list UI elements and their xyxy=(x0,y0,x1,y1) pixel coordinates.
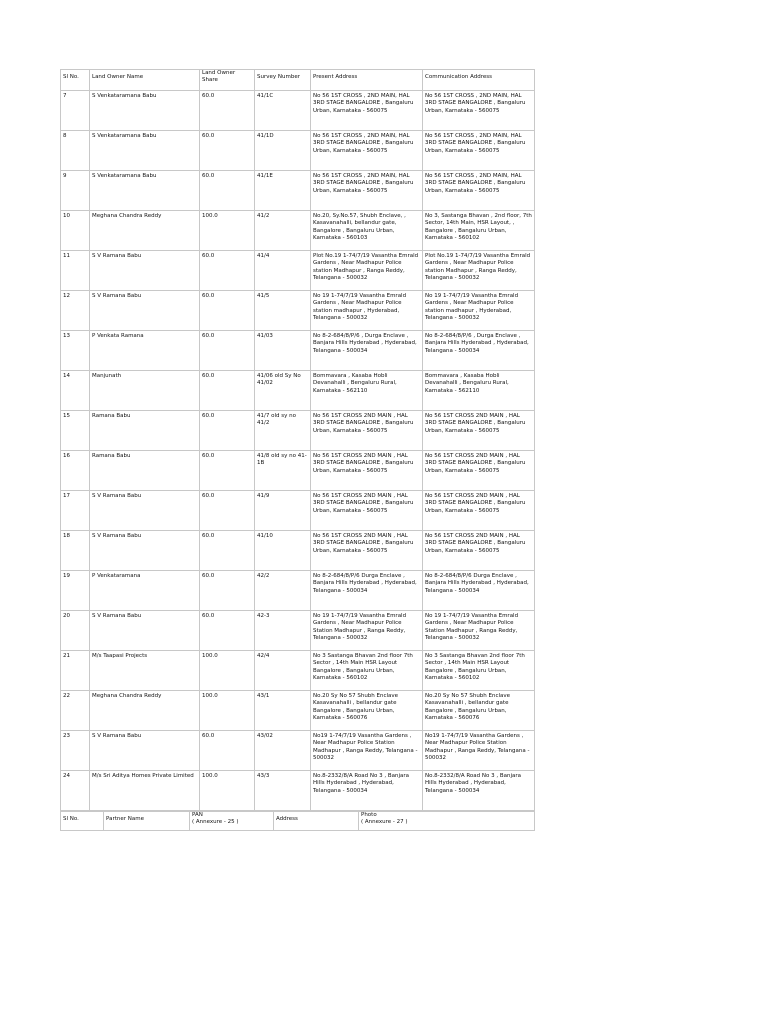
cell-sl-no: 24 xyxy=(61,771,90,811)
header-land-owner-name: Land Owner Name xyxy=(90,70,200,91)
cell-land-owner-share: 100.0 xyxy=(200,211,255,251)
partner-header-pan xyxy=(190,812,274,831)
table-row xyxy=(61,491,535,531)
cell-land-owner-share: 60.0 xyxy=(200,371,255,411)
pan-label: PAN xyxy=(192,812,203,818)
cell-communication-address: No19 1-74/7/19 Vasantha Gardens , Near Madhapur Police Station Madhapur , Ranga Reddy, Telangana - 500032 xyxy=(423,731,535,771)
table-row xyxy=(61,771,535,811)
cell-survey-number: 43/3 xyxy=(255,771,311,811)
header-sl-no: Sl No. xyxy=(61,70,90,91)
cell-land-owner-share: 60.0 xyxy=(200,491,255,531)
table-row xyxy=(61,571,535,611)
photo-label: Photo xyxy=(361,812,377,818)
cell-present-address: No 8-2-684/8/P/6 , Durga Enclave , Banjara Hills Hyderabad , Hyderabad, Telangana - 500034 xyxy=(311,331,423,371)
cell-present-address: No.20 Sy No 57 Shubh Enclave Kasavanahalli , bellandur gate Bangalore , Bangaluru Urban, Karnataka - 560076 xyxy=(311,691,423,731)
cell-survey-number: 43/1 xyxy=(255,691,311,731)
table-row xyxy=(61,131,535,171)
cell-land-owner-share: 100.0 xyxy=(200,691,255,731)
cell-present-address: No 56 1ST CROSS 2ND MAIN , HAL 3RD STAGE BANGALORE , Bangaluru Urban, Karnataka - 560075 xyxy=(311,531,423,571)
table-row xyxy=(61,251,535,291)
cell-present-address: No 56 1ST CROSS , 2ND MAIN, HAL 3RD STAGE BANGALORE , Bangaluru Urban, Karnataka - 560075 xyxy=(311,131,423,171)
cell-survey-number: 41/4 xyxy=(255,251,311,291)
cell-sl-no: 11 xyxy=(61,251,90,291)
cell-sl-no: 18 xyxy=(61,531,90,571)
cell-sl-no: 20 xyxy=(61,611,90,651)
cell-land-owner-name: S V Ramana Babu xyxy=(90,531,200,571)
cell-communication-address: Bommavara , Kasaba Hobli Devanahalli , Bengaluru Rural, Karnataka - 562110 xyxy=(423,371,535,411)
partner-header-sl-no xyxy=(61,812,104,831)
table-row xyxy=(61,171,535,211)
partner-table xyxy=(60,811,535,831)
cell-land-owner-name: Ramana Babu xyxy=(90,451,200,491)
cell-survey-number: 41/8 old sy no 41-1B xyxy=(255,451,311,491)
table-header-row xyxy=(61,70,535,91)
cell-present-address: No 19 1-74/7/19 Vasantha Emrald Gardens , Near Madhapur Police station madhapur , Hyderabad, Telangana - 500032 xyxy=(311,291,423,331)
cell-present-address: Plot No.19 1-74/7/19 Vasantha Emrald Gardens , Near Madhapur Police station Madhapur , Ranga Reddy, Telangana - 500032 xyxy=(311,251,423,291)
cell-survey-number: 42/4 xyxy=(255,651,311,691)
table-body xyxy=(61,91,535,811)
cell-survey-number: 41/2 xyxy=(255,211,311,251)
cell-present-address: No 3 Sastanga Bhavan 2nd floor 7th Sector , 14th Main HSR Layout Bangalore , Bangaluru Urban, Karnataka - 560102 xyxy=(311,651,423,691)
cell-survey-number: 41/06 old Sy No 41/02 xyxy=(255,371,311,411)
cell-land-owner-name: Meghana Chandra Reddy xyxy=(90,691,200,731)
cell-communication-address: No 8-2-684/8/P/6 Durga Enclave , Banjara Hills Hyderabad , Hyderabad, Telangana - 500034 xyxy=(423,571,535,611)
cell-survey-number: 41/1D xyxy=(255,131,311,171)
cell-survey-number: 41/9 xyxy=(255,491,311,531)
cell-communication-address: No 56 1ST CROSS , 2ND MAIN, HAL 3RD STAGE BANGALORE , Bangaluru Urban, Karnataka - 560075 xyxy=(423,131,535,171)
cell-communication-address: No 19 1-74/7/19 Vasantha Emrald Gardens , Near Madhapur Police station madhapur , Hyderabad, Telangana - 500032 xyxy=(423,291,535,331)
cell-sl-no: 23 xyxy=(61,731,90,771)
cell-present-address: No 56 1ST CROSS 2ND MAIN , HAL 3RD STAGE BANGALORE , Bangaluru Urban, Karnataka - 560075 xyxy=(311,451,423,491)
cell-land-owner-share: 100.0 xyxy=(200,651,255,691)
cell-land-owner-name: Ramana Babu xyxy=(90,411,200,451)
partner-header-name xyxy=(104,812,190,831)
cell-communication-address: No 19 1-74/7/19 Vasantha Emrald Gardens , Near Madhapur Police Station Madhapur , Ranga Reddy, Telangana - 500032 xyxy=(423,611,535,651)
cell-present-address: No 56 1ST CROSS 2ND MAIN , HAL 3RD STAGE BANGALORE , Bangaluru Urban, Karnataka - 560075 xyxy=(311,491,423,531)
cell-communication-address: No 3 Sastanga Bhavan 2nd floor 7th Sector , 14th Main HSR Layout Bangalore , Bangaluru Urban, Karnataka - 560102 xyxy=(423,651,535,691)
cell-survey-number: 42/2 xyxy=(255,571,311,611)
cell-survey-number: 41/1E xyxy=(255,171,311,211)
cell-present-address: No 19 1-74/7/19 Vasantha Emrald Gardens , Near Madhapur Police Station Madhapur , Ranga Reddy, Telangana - 500032 xyxy=(311,611,423,651)
cell-sl-no: 14 xyxy=(61,371,90,411)
partner-header-address xyxy=(274,812,359,831)
header-communication-address: Communication Address xyxy=(423,70,535,91)
cell-land-owner-name: S V Ramana Babu xyxy=(90,611,200,651)
cell-land-owner-share: 60.0 xyxy=(200,411,255,451)
cell-survey-number: 43/02 xyxy=(255,731,311,771)
cell-land-owner-name: Meghana Chandra Reddy xyxy=(90,211,200,251)
table-row xyxy=(61,691,535,731)
cell-sl-no: 12 xyxy=(61,291,90,331)
cell-land-owner-name: P Venkata Ramana xyxy=(90,331,200,371)
cell-present-address: No 56 1ST CROSS 2ND MAIN , HAL 3RD STAGE BANGALORE , Bangaluru Urban, Karnataka - 560075 xyxy=(311,411,423,451)
cell-land-owner-name: S V Ramana Babu xyxy=(90,491,200,531)
cell-sl-no: 10 xyxy=(61,211,90,251)
cell-sl-no: 19 xyxy=(61,571,90,611)
cell-present-address: No 56 1ST CROSS , 2ND MAIN, HAL 3RD STAGE BANGALORE , Bangaluru Urban, Karnataka - 560075 xyxy=(311,171,423,211)
pan-annexure-label: ( Annexure - 25 ) xyxy=(192,819,239,826)
cell-survey-number: 42-3 xyxy=(255,611,311,651)
cell-communication-address: No 56 1ST CROSS 2ND MAIN , HAL 3RD STAGE BANGALORE , Bangaluru Urban, Karnataka - 560075 xyxy=(423,491,535,531)
table-row xyxy=(61,451,535,491)
cell-land-owner-share: 60.0 xyxy=(200,291,255,331)
cell-communication-address: No 56 1ST CROSS 2ND MAIN , HAL 3RD STAGE BANGALORE , Bangaluru Urban, Karnataka - 560075 xyxy=(423,411,535,451)
land-owner-table xyxy=(60,69,535,811)
cell-survey-number: 41/1C xyxy=(255,91,311,131)
cell-communication-address: No 56 1ST CROSS , 2ND MAIN, HAL 3RD STAGE BANGALORE , Bangaluru Urban, Karnataka - 560075 xyxy=(423,91,535,131)
header-survey-number: Survey Number xyxy=(255,70,311,91)
cell-communication-address: No 8-2-684/8/P/6 , Durga Enclave , Banjara Hills Hyderabad , Hyderabad, Telangana - 500034 xyxy=(423,331,535,371)
table-row xyxy=(61,651,535,691)
address-label: Address xyxy=(276,816,298,822)
cell-land-owner-share: 60.0 xyxy=(200,331,255,371)
cell-sl-no: 21 xyxy=(61,651,90,691)
cell-communication-address: No 56 1ST CROSS 2ND MAIN , HAL 3RD STAGE BANGALORE , Bangaluru Urban, Karnataka - 560075 xyxy=(423,531,535,571)
header-present-address: Present Address xyxy=(311,70,423,91)
cell-sl-no: 8 xyxy=(61,131,90,171)
table-row xyxy=(61,371,535,411)
cell-sl-no: 15 xyxy=(61,411,90,451)
cell-land-owner-share: 60.0 xyxy=(200,571,255,611)
cell-communication-address: Plot No.19 1-74/7/19 Vasantha Emrald Gardens , Near Madhapur Police station Madhapur , Ranga Reddy, Telangana - 500032 xyxy=(423,251,535,291)
cell-sl-no: 22 xyxy=(61,691,90,731)
table-row xyxy=(61,531,535,571)
photo-annexure-label: ( Annexure - 27 ) xyxy=(361,819,408,826)
cell-present-address: No19 1-74/7/19 Vasantha Gardens , Near Madhapur Police Station Madhapur , Ranga Reddy, Telangana - 500032 xyxy=(311,731,423,771)
cell-land-owner-name: Manjunath xyxy=(90,371,200,411)
cell-land-owner-name: M/s Taapasi Projects xyxy=(90,651,200,691)
cell-communication-address: No.8-2332/8/A Road No 3 , Banjara Hills Hyderabad , Hyderabad, Telangana - 500034 xyxy=(423,771,535,811)
cell-survey-number: 41/10 xyxy=(255,531,311,571)
cell-land-owner-name: S V Ramana Babu xyxy=(90,291,200,331)
cell-land-owner-name: S V Ramana Babu xyxy=(90,251,200,291)
cell-land-owner-name: S Venkataramana Babu xyxy=(90,91,200,131)
cell-present-address: No 8-2-684/8/P/6 Durga Enclave , Banjara Hills Hyderabad , Hyderabad, Telangana - 500034 xyxy=(311,571,423,611)
cell-survey-number: 41/7 old sy no 41/2 xyxy=(255,411,311,451)
cell-communication-address: No 56 1ST CROSS 2ND MAIN , HAL 3RD STAGE BANGALORE , Bangaluru Urban, Karnataka - 560075 xyxy=(423,451,535,491)
table-row xyxy=(61,731,535,771)
cell-land-owner-name: S Venkataramana Babu xyxy=(90,171,200,211)
partner-sl-no-label: Sl No. xyxy=(63,816,79,822)
cell-land-owner-share: 60.0 xyxy=(200,131,255,171)
cell-present-address: No.20, Sy.No.57, Shubh Enclave, , Kasavanahalli, bellandur gate, Bangalore , Bangaluru Urban, Karnataka - 560103 xyxy=(311,211,423,251)
table-row xyxy=(61,331,535,371)
cell-land-owner-share: 60.0 xyxy=(200,251,255,291)
partner-header-photo xyxy=(359,812,535,831)
cell-land-owner-name: S V Ramana Babu xyxy=(90,731,200,771)
cell-survey-number: 41/03 xyxy=(255,331,311,371)
table-row xyxy=(61,291,535,331)
cell-land-owner-share: 100.0 xyxy=(200,771,255,811)
header-land-owner-share: Land Owner Share xyxy=(200,70,255,91)
cell-present-address: Bommavara , Kasaba Hobli Devanahalli , Bengaluru Rural, Karnataka - 562110 xyxy=(311,371,423,411)
cell-land-owner-name: M/s Sri Aditya Homes Private Limited xyxy=(90,771,200,811)
cell-land-owner-share: 60.0 xyxy=(200,171,255,211)
table-row xyxy=(61,611,535,651)
partner-header-row xyxy=(61,812,535,831)
table-row xyxy=(61,411,535,451)
cell-land-owner-share: 60.0 xyxy=(200,451,255,491)
cell-land-owner-share: 60.0 xyxy=(200,611,255,651)
cell-sl-no: 13 xyxy=(61,331,90,371)
table-row xyxy=(61,91,535,131)
cell-present-address: No 56 1ST CROSS , 2ND MAIN, HAL 3RD STAGE BANGALORE , Bangaluru Urban, Karnataka - 560075 xyxy=(311,91,423,131)
cell-land-owner-share: 60.0 xyxy=(200,91,255,131)
cell-sl-no: 9 xyxy=(61,171,90,211)
cell-present-address: No.8-2332/8/A Road No 3 , Banjara Hills Hyderabad , Hyderabad, Telangana - 500034 xyxy=(311,771,423,811)
cell-survey-number: 41/5 xyxy=(255,291,311,331)
cell-communication-address: No.20 Sy No 57 Shubh Enclave Kasavanahalli , bellandur gate Bangalore , Bangaluru Urban, Karnataka - 560076 xyxy=(423,691,535,731)
cell-land-owner-name: S Venkataramana Babu xyxy=(90,131,200,171)
cell-communication-address: No 56 1ST CROSS , 2ND MAIN, HAL 3RD STAGE BANGALORE , Bangaluru Urban, Karnataka - 560075 xyxy=(423,171,535,211)
cell-communication-address: No 3, Sastanga Bhavan , 2nd floor, 7th Sector, 14th Main, HSR Layout, , Bangalore , Bangaluru Urban, Karnataka - 560102 xyxy=(423,211,535,251)
cell-land-owner-name: P Venkataramana xyxy=(90,571,200,611)
cell-land-owner-share: 60.0 xyxy=(200,731,255,771)
table-row xyxy=(61,211,535,251)
partner-name-label: Partner Name xyxy=(106,816,144,822)
cell-sl-no: 7 xyxy=(61,91,90,131)
cell-land-owner-share: 60.0 xyxy=(200,531,255,571)
document-page xyxy=(60,69,534,831)
cell-sl-no: 16 xyxy=(61,451,90,491)
cell-sl-no: 17 xyxy=(61,491,90,531)
